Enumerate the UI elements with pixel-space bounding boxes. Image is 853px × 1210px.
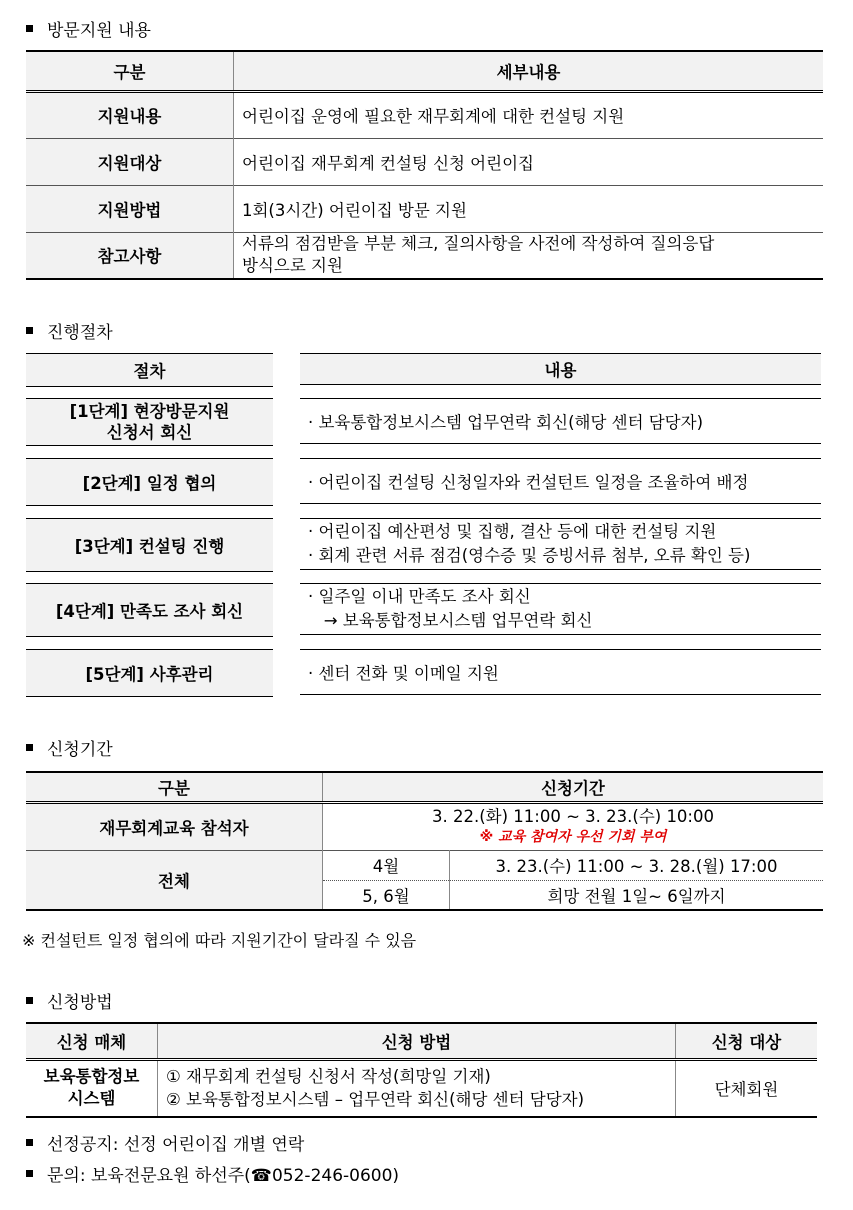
step-content-line: · 어린이집 예산편성 및 집행, 결산 등에 대한 컨설팅 지원 xyxy=(308,522,717,541)
visit-table-header-row xyxy=(26,51,823,91)
square-bullet-icon xyxy=(26,25,33,32)
visit-header-detail: 세부내용 xyxy=(234,51,824,91)
visit-row-label: 지원방법 xyxy=(26,185,234,232)
visit-header-category: 구분 xyxy=(26,51,234,91)
section-title-text: 신청기간 xyxy=(47,740,113,760)
step-content-line: · 일주일 이내 만족도 조사 회신 xyxy=(308,587,531,606)
visit-row-value: 어린이집 재무회계 컨설팅 신청 어린이집 xyxy=(242,153,534,173)
method-target: 단체회원 xyxy=(714,1080,779,1100)
method-table xyxy=(26,1022,817,1118)
procedure-step-label xyxy=(26,518,273,572)
step-label-line: [5단계] 사후관리 xyxy=(85,665,214,684)
visit-row-label: 참고사항 xyxy=(26,232,234,279)
section-title-text: 진행절차 xyxy=(47,323,113,343)
section-title-procedure xyxy=(26,318,113,343)
notice-text: 문의: 보육전문요원 하선주(☎052-246-0600) xyxy=(47,1166,400,1186)
method-header-media: 신청 매체 xyxy=(26,1023,158,1059)
method-step-line: ① 재무회계 컨설팅 신청서 작성(희망일 기재) xyxy=(166,1067,491,1087)
notice-text: 선정공지: 선정 어린이집 개별 연락 xyxy=(47,1135,305,1155)
method-media-line: 보육통합정보 xyxy=(43,1067,140,1087)
procedure-step-content xyxy=(300,583,821,635)
visit-row-value xyxy=(234,232,824,279)
period-sub-value: 희망 전월 1일~ 6일까지 xyxy=(547,886,726,906)
procedure-step-label xyxy=(26,649,273,697)
visit-row-value-line: 서류의 점검받을 부분 체크, 질의사항을 사전에 작성하여 질의응답 xyxy=(242,234,715,254)
period-table-header-row xyxy=(26,772,823,802)
procedure-step-content xyxy=(300,398,821,444)
step-content-line: · 회계 관련 서류 점검(영수증 및 증빙서류 첨부, 오류 확인 등) xyxy=(308,546,751,565)
step-label-line: [2단계] 일정 협의 xyxy=(82,474,217,493)
method-header-method: 신청 방법 xyxy=(158,1023,676,1059)
visit-row-label: 지원대상 xyxy=(26,138,234,185)
procedure-step-content xyxy=(300,649,821,695)
visit-row-value: 1회(3시간) 어린이집 방문 지원 xyxy=(242,200,467,220)
procedure-step-label xyxy=(26,398,273,446)
period-sub-value: 3. 23.(수) 11:00 ~ 3. 28.(월) 17:00 xyxy=(450,850,824,880)
table-row xyxy=(26,185,823,232)
table-row xyxy=(26,802,823,850)
section-title-visit xyxy=(26,16,151,41)
period-header-category: 구분 xyxy=(26,772,323,802)
period-priority-note: ※ 교육 참여자 우선 기회 부여 xyxy=(479,828,667,845)
section-title-period xyxy=(26,735,113,760)
method-media xyxy=(26,1059,158,1117)
procedure-header-step: 절차 xyxy=(26,353,273,387)
square-bullet-icon xyxy=(26,1139,33,1146)
section-title-text: 신청방법 xyxy=(47,993,113,1013)
step-content-line: · 보육통합정보시스템 업무연락 회신(해당 센터 담당자) xyxy=(308,413,704,432)
procedure-step-label xyxy=(26,458,273,506)
procedure-header-content: 내용 xyxy=(300,353,821,385)
period-row-label: 재무회계교육 참석자 xyxy=(26,802,323,850)
step-label-line: [4단계] 만족도 조사 회신 xyxy=(55,602,244,621)
procedure-step-content xyxy=(300,518,821,570)
step-label-line: 신청서 회신 xyxy=(106,423,193,442)
visit-row-value-line: 방식으로 지원 xyxy=(242,256,343,276)
table-row xyxy=(26,91,823,138)
visit-row-value: 어린이집 운영에 필요한 재무회계에 대한 컨설팅 지원 xyxy=(242,107,625,126)
square-bullet-icon xyxy=(26,1170,33,1177)
method-step-line: ② 보육통합정보시스템 – 업무연락 회신(해당 센터 담당자) xyxy=(166,1090,585,1110)
period-row-label: 전체 xyxy=(26,850,323,910)
period-table xyxy=(26,771,823,911)
method-media-line: 시스템 xyxy=(67,1089,116,1109)
step-content-line: · 센터 전화 및 이메일 지원 xyxy=(308,664,499,683)
table-row xyxy=(26,850,823,880)
step-content-line: → 보육통합정보시스템 업무연락 회신 xyxy=(308,611,593,630)
period-value-text: 3. 22.(화) 11:00 ~ 3. 23.(수) 10:00 xyxy=(432,806,714,826)
square-bullet-icon xyxy=(26,997,33,1004)
procedure-step-content xyxy=(300,458,821,504)
period-footnote: ※ 컨설턴트 일정 협의에 따라 지원기간이 달라질 수 있음 xyxy=(22,931,417,950)
table-row xyxy=(26,232,823,279)
square-bullet-icon xyxy=(26,327,33,334)
step-content-line: · 어린이집 컨설팅 신청일자와 컨설턴트 일정을 조율하여 배정 xyxy=(308,473,749,492)
square-bullet-icon xyxy=(26,744,33,751)
visit-table xyxy=(26,50,823,280)
table-row xyxy=(26,138,823,185)
section-title-method xyxy=(26,988,113,1013)
step-label-line: [3단계] 컨설팅 진행 xyxy=(74,537,225,556)
method-header-target: 신청 대상 xyxy=(676,1023,818,1059)
step-label-line: [1단계] 현장방문지원 xyxy=(69,402,230,421)
method-table-header-row xyxy=(26,1023,817,1059)
method-steps xyxy=(158,1059,676,1117)
section-title-text: 방문지원 내용 xyxy=(47,21,151,41)
notice-inquiry xyxy=(26,1161,399,1186)
period-sub-label: 5, 6월 xyxy=(323,880,450,910)
period-header-period: 신청기간 xyxy=(323,772,824,802)
period-row-value xyxy=(323,802,824,850)
procedure-step-label xyxy=(26,583,273,637)
table-row xyxy=(26,1059,817,1117)
notice-selection xyxy=(26,1130,304,1155)
period-sub-label: 4월 xyxy=(323,850,450,880)
visit-row-label: 지원내용 xyxy=(26,91,234,138)
